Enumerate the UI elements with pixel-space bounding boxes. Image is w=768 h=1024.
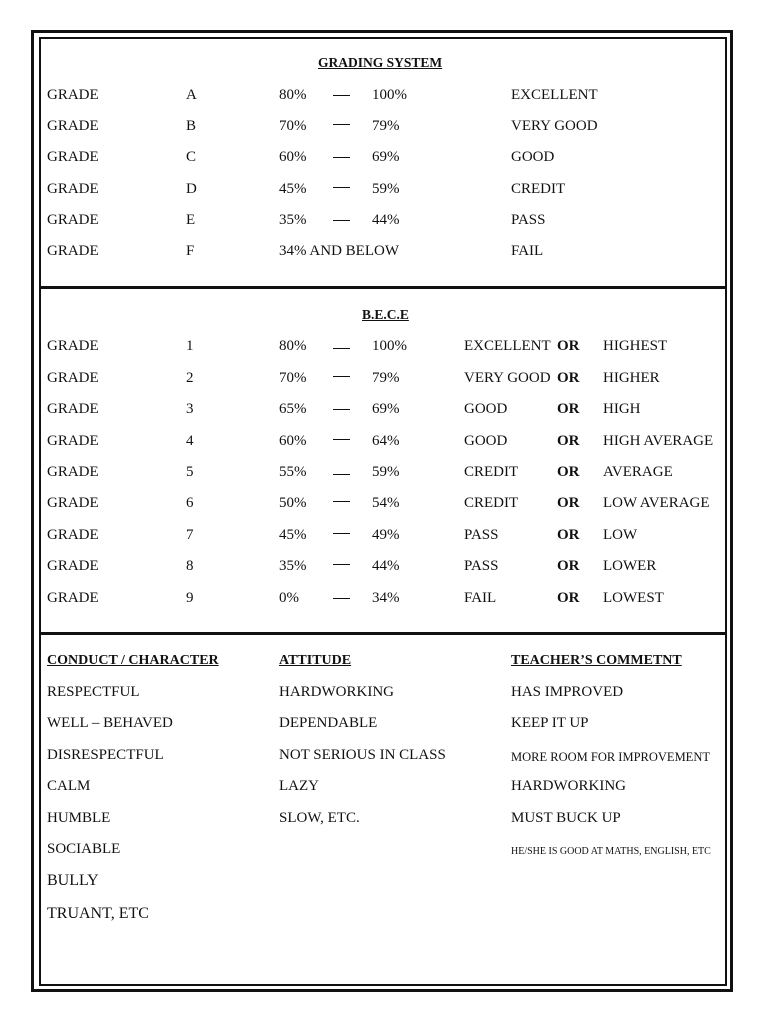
grade-label: GRADE <box>47 558 99 574</box>
attitude-item: HARDWORKING <box>279 684 394 700</box>
grade-alt-remark: LOW <box>603 527 638 543</box>
section-divider <box>39 286 727 289</box>
range-from: 50% <box>279 495 307 511</box>
attitude-item: SLOW, ETC. <box>279 810 360 826</box>
teacher-comment-item: HAS IMPROVED <box>511 684 624 700</box>
range-to: 79% <box>372 370 400 386</box>
teacher-comment-item: HE/SHE IS GOOD AT MATHS, ENGLISH, ETC <box>511 846 711 857</box>
range-from: 80% <box>279 338 307 354</box>
range-dash <box>333 348 350 349</box>
grade-label: GRADE <box>47 118 99 134</box>
or-label: OR <box>557 401 580 417</box>
range-from: 35% <box>279 212 307 228</box>
conduct-item: CALM <box>47 778 91 794</box>
range-dash <box>333 533 350 534</box>
range-to: 49% <box>372 527 400 543</box>
grade-label: GRADE <box>47 181 99 197</box>
grade-alt-remark: HIGH AVERAGE <box>603 433 714 449</box>
range-from: 60% <box>279 149 307 165</box>
grade-remark: GOOD <box>464 401 508 417</box>
teacher-comment-item: MORE ROOM FOR IMPROVEMENT <box>511 750 710 764</box>
range-dash <box>333 187 350 188</box>
or-label: OR <box>557 433 580 449</box>
conduct-item: WELL – BEHAVED <box>47 715 173 731</box>
grade-label: GRADE <box>47 212 99 228</box>
grade-remark: GOOD <box>464 433 508 449</box>
grade-remark: EXCELLENT <box>464 338 551 354</box>
conduct-item: RESPECTFUL <box>47 684 140 700</box>
range-from: 60% <box>279 433 307 449</box>
grade-remark: PASS <box>464 558 499 574</box>
or-label: OR <box>557 338 580 354</box>
attitude-item: DEPENDABLE <box>279 715 378 731</box>
range-to: 69% <box>372 401 400 417</box>
grade-letter: D <box>186 181 197 197</box>
grade-number: 1 <box>186 338 194 354</box>
grade-remark: CREDIT <box>464 464 519 480</box>
grade-number: 7 <box>186 527 194 543</box>
range-text: 34% AND BELOW <box>279 243 399 259</box>
grade-alt-remark: HIGH <box>603 401 641 417</box>
grade-remark: PASS <box>464 527 499 543</box>
grade-letter: F <box>186 243 195 259</box>
range-dash <box>333 598 350 599</box>
grade-label: GRADE <box>47 87 99 103</box>
range-dash <box>333 157 350 158</box>
grade-alt-remark: LOW AVERAGE <box>603 495 710 511</box>
or-label: OR <box>557 370 580 386</box>
range-to: 59% <box>372 181 400 197</box>
grade-number: 6 <box>186 495 194 511</box>
grading-system-title: GRADING SYSTEM <box>318 55 443 70</box>
teacher-comment-item: HARDWORKING <box>511 778 626 794</box>
grade-label: GRADE <box>47 433 99 449</box>
grade-remark: CREDIT <box>511 181 566 197</box>
attitude-heading: ATTITUDE <box>279 653 352 668</box>
or-label: OR <box>557 558 580 574</box>
grade-remark: PASS <box>511 212 546 228</box>
range-dash <box>333 439 350 440</box>
grade-number: 2 <box>186 370 194 386</box>
range-from: 0% <box>279 590 299 606</box>
grade-letter: E <box>186 212 196 228</box>
grade-label: GRADE <box>47 527 99 543</box>
or-label: OR <box>557 464 580 480</box>
grade-remark: FAIL <box>511 243 544 259</box>
grade-remark: VERY GOOD <box>511 118 598 134</box>
section-divider <box>39 632 727 635</box>
range-to: 44% <box>372 212 400 228</box>
range-dash <box>333 501 350 502</box>
grade-alt-remark: LOWER <box>603 558 657 574</box>
range-dash <box>333 95 350 96</box>
grade-remark: CREDIT <box>464 495 519 511</box>
range-dash <box>333 474 350 475</box>
grade-label: GRADE <box>47 495 99 511</box>
range-to: 79% <box>372 118 400 134</box>
conduct-item: TRUANT, ETC <box>47 905 149 922</box>
teacher-comment-heading: TEACHER’S COMMETNT <box>511 653 682 668</box>
range-to: 59% <box>372 464 400 480</box>
range-to: 34% <box>372 590 400 606</box>
grade-label: GRADE <box>47 338 99 354</box>
range-to: 69% <box>372 149 400 165</box>
grade-alt-remark: AVERAGE <box>603 464 673 480</box>
conduct-item: HUMBLE <box>47 810 111 826</box>
grade-label: GRADE <box>47 590 99 606</box>
grade-remark: EXCELLENT <box>511 87 598 103</box>
grade-label: GRADE <box>47 401 99 417</box>
attitude-item: NOT SERIOUS IN CLASS <box>279 747 446 763</box>
grade-number: 4 <box>186 433 194 449</box>
range-dash <box>333 220 350 221</box>
range-from: 55% <box>279 464 307 480</box>
range-dash <box>333 564 350 565</box>
range-dash <box>333 376 350 377</box>
range-from: 70% <box>279 370 307 386</box>
grade-alt-remark: HIGHER <box>603 370 660 386</box>
grade-letter: C <box>186 149 197 165</box>
grade-label: GRADE <box>47 243 99 259</box>
grade-number: 3 <box>186 401 194 417</box>
range-to: 100% <box>372 87 407 103</box>
or-label: OR <box>557 527 580 543</box>
grade-number: 8 <box>186 558 194 574</box>
or-label: OR <box>557 495 580 511</box>
grade-letter: B <box>186 118 197 134</box>
range-to: 64% <box>372 433 400 449</box>
grade-label: GRADE <box>47 464 99 480</box>
range-to: 54% <box>372 495 400 511</box>
teacher-comment-item: MUST BUCK UP <box>511 810 621 826</box>
range-from: 70% <box>279 118 307 134</box>
range-from: 45% <box>279 527 307 543</box>
range-to: 100% <box>372 338 407 354</box>
grade-label: GRADE <box>47 149 99 165</box>
range-from: 35% <box>279 558 307 574</box>
grade-letter: A <box>186 87 197 103</box>
grade-remark: FAIL <box>464 590 497 606</box>
teacher-comment-item: KEEP IT UP <box>511 715 589 731</box>
grade-alt-remark: LOWEST <box>603 590 664 606</box>
grade-alt-remark: HIGHEST <box>603 338 668 354</box>
grade-remark: VERY GOOD <box>464 370 551 386</box>
grade-label: GRADE <box>47 370 99 386</box>
range-from: 45% <box>279 181 307 197</box>
range-from: 65% <box>279 401 307 417</box>
grade-number: 5 <box>186 464 194 480</box>
range-from: 80% <box>279 87 307 103</box>
or-label: OR <box>557 590 580 606</box>
range-to: 44% <box>372 558 400 574</box>
grade-remark: GOOD <box>511 149 555 165</box>
conduct-item: DISRESPECTFUL <box>47 747 164 763</box>
bece-title: B.E.C.E <box>362 307 409 322</box>
attitude-item: LAZY <box>279 778 319 794</box>
conduct-item: BULLY <box>47 872 99 889</box>
conduct-item: SOCIABLE <box>47 841 121 857</box>
range-dash <box>333 124 350 125</box>
range-dash <box>333 409 350 410</box>
conduct-heading: CONDUCT / CHARACTER <box>47 653 219 668</box>
grade-number: 9 <box>186 590 194 606</box>
